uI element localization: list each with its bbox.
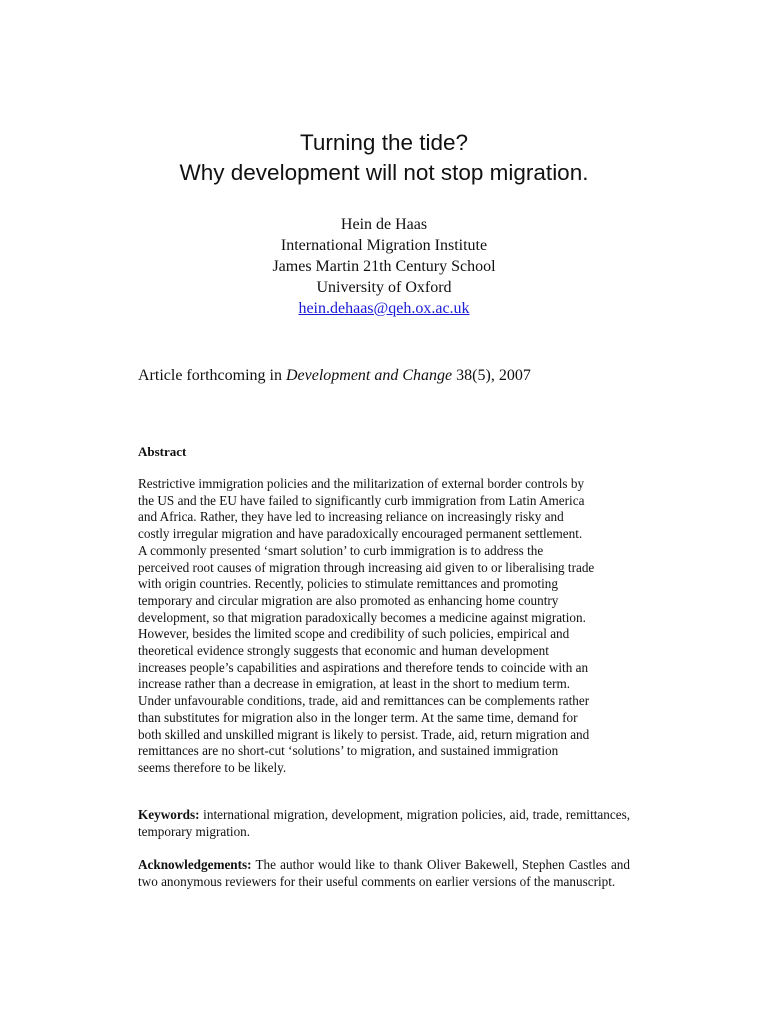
author-institute: International Migration Institute bbox=[280, 237, 488, 254]
abstract-line: remittances are no short-cut ‘solutions’ to migration, and sustained immigration bbox=[138, 743, 559, 759]
keywords-label: Keywords: bbox=[138, 807, 200, 822]
abstract-heading: Abstract bbox=[138, 444, 187, 459]
publication-suffix: 38(5), 2007 bbox=[452, 367, 531, 384]
abstract-line: both skilled and unskilled migrant is likely to persist. Trade, aid, return migration and bbox=[138, 726, 590, 742]
abstract-line: seems therefore to be likely. bbox=[138, 759, 287, 775]
abstract-line: Restrictive immigration policies and the militarization of external border controls by bbox=[138, 476, 585, 491]
keywords-text: international migration, development, migration policies, aid, trade, remittances, temporary migration. bbox=[138, 807, 630, 839]
abstract-line: and Africa. Rather, they have led to increasing reliance on increasingly risky and bbox=[138, 509, 564, 525]
abstract-line: increase rather than a decrease in emigration, at least in the short to medium term. bbox=[138, 676, 571, 692]
abstract-line: However, besides the limited scope and credibility of such policies, empirical and bbox=[138, 626, 570, 642]
abstract-line: with origin countries. Recently, policies to stimulate remittances and promoting bbox=[138, 576, 558, 592]
acknowledgements-label: Acknowledgements: bbox=[138, 857, 252, 872]
abstract-line: perceived root causes of migration through increasing aid given to or liberalising trade bbox=[138, 559, 595, 575]
abstract-body bbox=[138, 476, 638, 777]
abstract-line: the US and the EU have failed to significantly curb immigration from Latin America bbox=[138, 492, 585, 508]
author-school: James Martin 21th Century School bbox=[272, 258, 496, 275]
abstract-line: costly irregular migration and have paradoxically encouraged permanent settlement. bbox=[138, 526, 583, 542]
title-line-2: Why development will not stop migration. bbox=[179, 160, 589, 185]
abstract-line: increases people’s capabilities and aspirations and therefore tends to coincide with an bbox=[138, 659, 589, 675]
acknowledgements-paragraph bbox=[138, 857, 630, 890]
abstract-line: Under unfavourable conditions, trade, aid and remittances can be complements rather bbox=[138, 693, 590, 709]
keywords-paragraph bbox=[138, 807, 630, 840]
document-title bbox=[0, 128, 768, 188]
abstract-line: than substitutes for migration also in the longer term. At the same time, demand for bbox=[138, 709, 578, 725]
journal-name: Development and Change bbox=[285, 367, 453, 384]
author-name: Hein de Haas bbox=[340, 216, 428, 233]
abstract-line: A commonly presented ‘smart solution’ to curb immigration is to address the bbox=[138, 542, 544, 558]
publication-note bbox=[138, 366, 531, 386]
author-university: University of Oxford bbox=[316, 279, 452, 296]
acknowledgements-text: The author would like to thank Oliver Bakewell, Stephen Castles and two anonymous reviewers for their useful comments on earlier versions of the manuscript. bbox=[138, 857, 630, 889]
abstract-line: temporary and circular migration are also promoted as enhancing home country bbox=[138, 592, 559, 608]
author-block bbox=[0, 214, 768, 319]
publication-prefix: Article forthcoming in bbox=[138, 367, 286, 384]
author-email-link[interactable]: hein.dehaas@qeh.ox.ac.uk bbox=[298, 300, 470, 317]
abstract-line: theoretical evidence strongly suggests that economic and human development bbox=[138, 643, 549, 659]
title-line-1: Turning the tide? bbox=[299, 130, 469, 155]
abstract-line: development, so that migration paradoxically becomes a medicine against migration. bbox=[138, 609, 586, 625]
